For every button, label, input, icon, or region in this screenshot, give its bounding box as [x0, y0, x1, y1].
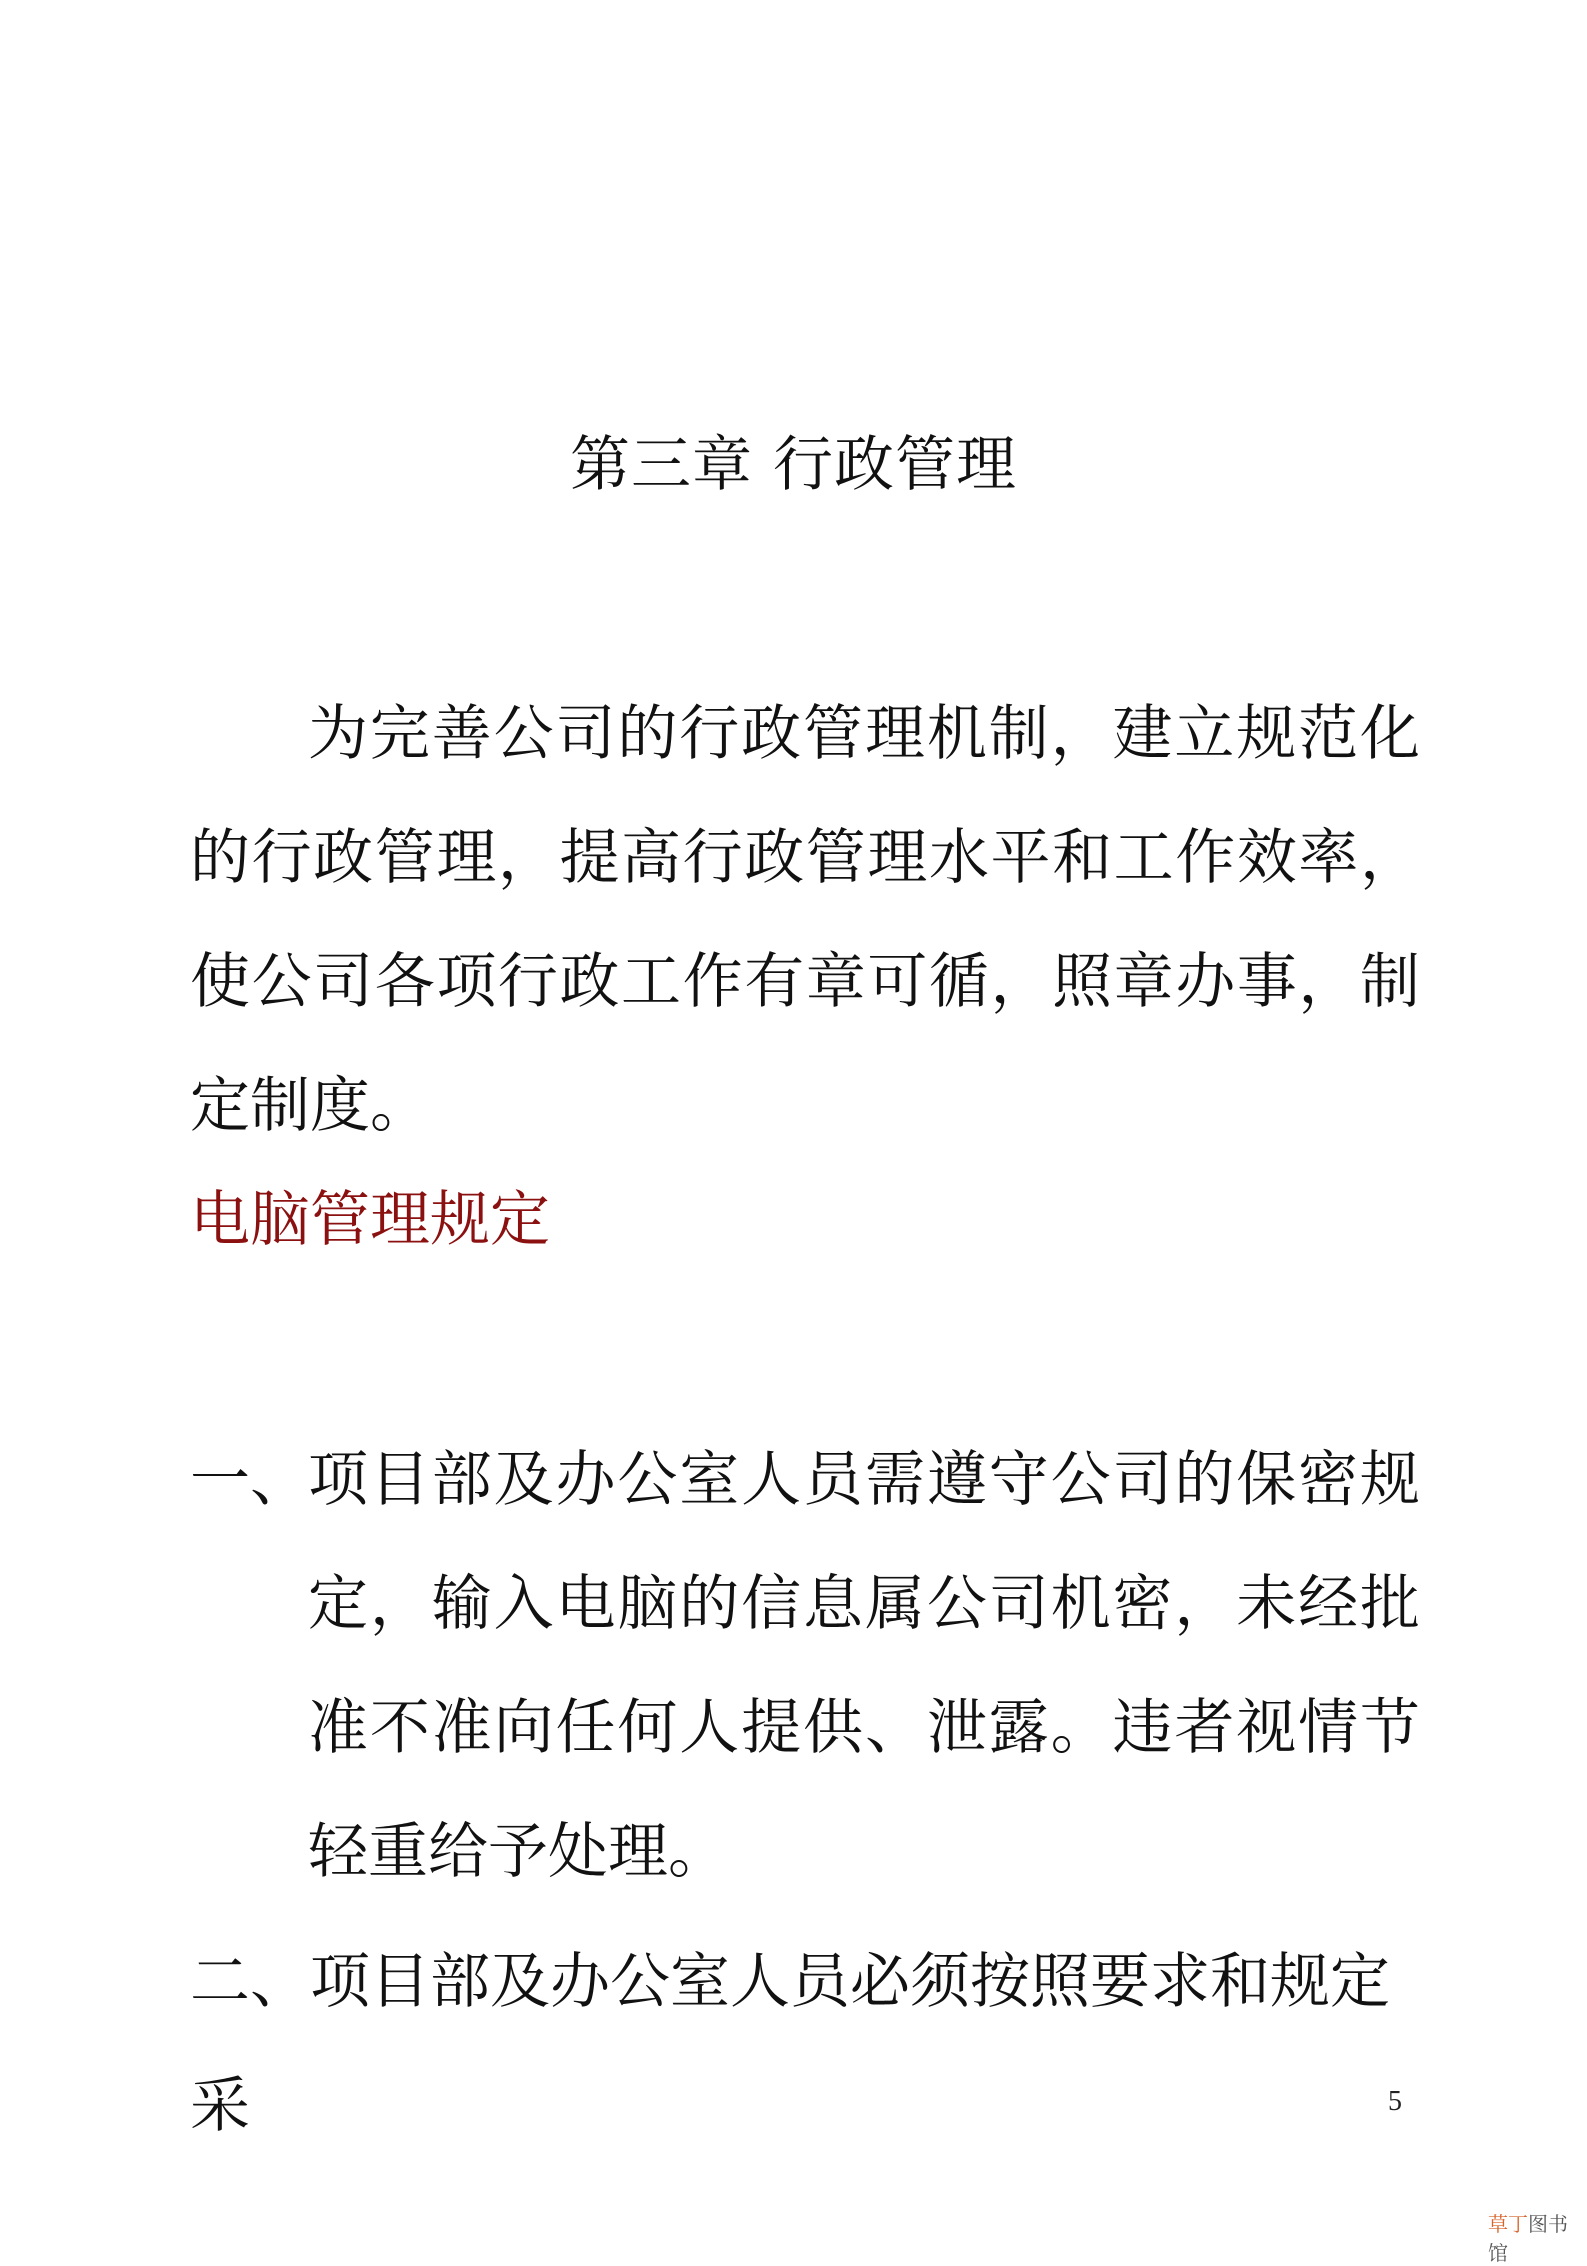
page-number: 5	[1388, 2086, 1402, 2117]
watermark	[1488, 2208, 1587, 2266]
watermark-text: 图书馆	[1488, 2212, 1568, 2265]
list-item	[190, 1920, 1420, 2168]
list-item	[190, 1418, 1420, 1914]
section-heading: 电脑管理规定	[190, 1185, 550, 1255]
list-item-number: 一、	[190, 1445, 310, 1515]
chapter-title: 第三章 行政管理	[569, 430, 1018, 500]
intro-paragraph: 为完善公司的行政管理机制，建立规范化的行政管理，提高行政管理水平和工作效率，使公司各项行政工作有章可循，照章办事，制定制度。	[190, 699, 1420, 1141]
watermark-accent: 草丁	[1488, 2212, 1528, 2236]
list-item-text: 项目部及办公室人员需遵守公司的保密规定，输入电脑的信息属公司机密，未经批准不准向任何人提供、泄露。违者视情节轻重给予处理。	[308, 1445, 1420, 1887]
list-item-number: 二、	[190, 1947, 310, 2017]
list-item-text: 项目部及办公室人员必须按照要求和规定采	[190, 1947, 1390, 2141]
